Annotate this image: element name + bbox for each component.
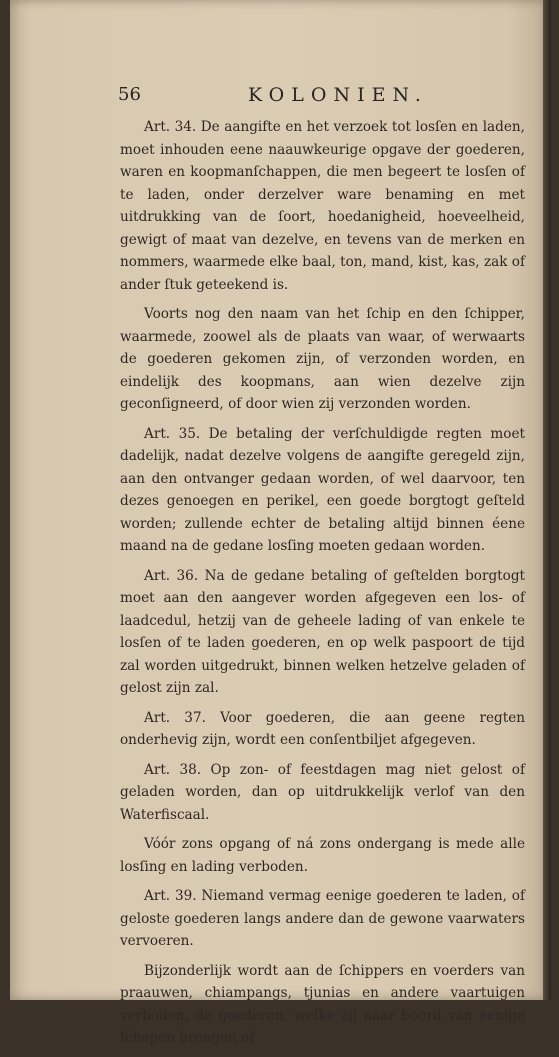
page-header — [118, 84, 513, 110]
paragraph-art-37: Art. 37. Voor goederen, die aan geene regten onderhevig zijn, wordt een conſentbiljet afgegeven. — [120, 709, 525, 748]
page-number: 56 — [118, 84, 141, 105]
paragraph-art-38: Art. 38. Op zon- of feestdagen mag niet gelost of geladen worden, dan op uitdrukkelijk verlof van den Waterfiscaal. — [120, 761, 525, 823]
body-text — [120, 116, 525, 1057]
paragraph-voor-zons: Vóór zons opgang of ná zons ondergang is mede alle losſing en lading verboden. — [120, 836, 525, 875]
paragraph-art-35: Art. 35. De betaling der verſchuldigde regten moet dadelijk, nadat dezelve volgens de aangifte geregeld zijn, aan den ontvanger gedaan worden, of wel daarvoor, ten dezes genoegen en perikel, een goede borgtogt geſteld worden; zullende echter de betaling altijd binnen éene maand na de gedane losſing moeten gedaan worden. — [120, 425, 525, 554]
paragraph-art-39: Art. 39. Niemand vermag eenige goederen te laden, of geloste goederen langs andere dan de gewone vaarwaters vervoeren. — [120, 888, 525, 949]
paragraph-bijzonderlijk: Bijzonderlijk wordt aan de ſchippers en voerders van praauwen, chiampangs, tjunias en andere vaartuigen verboden, de goederen, welke zij naar boord van eenige ſchepen brengen of — [120, 962, 525, 1046]
page-edge-shadow — [543, 0, 551, 1000]
paragraph-art-36: Art. 36. Na de gedane betaling of geſtelden borgtogt moet aan den aangever worden afgegeven een los- of laadcedul, hetzij van de geheele lading of van enkele te losſen of te laden goederen, en op welk paspoort de tijd zal worden uitgedrukt, binnen welken hetzelve geladen of gelost zijn zal. — [120, 567, 525, 696]
book-page — [10, 0, 551, 1046]
running-title: KOLONIEN. — [248, 84, 428, 106]
paragraph-voorts: Voorts nog den naam van het ſchip en den ſchipper, waarmede, zoowel als de plaats van waar, of werwaarts de goederen gekomen zijn, of verzonden worden, en eindelijk des koopmans, aan wien dezelve zijn geconſigneerd, of door wien zij verzonden worden. — [120, 306, 525, 412]
paragraph-art-34: Art. 34. De aangifte en het verzoek tot losſen en laden, moet inhouden eene naauwkeurige opgave der goederen, waren en koopmanſchappen, die men begeert te losſen of te laden, onder derzelver ware benaming en met uitdrukking van de ſoort, hoedanigheid, hoeveelheid, gewigt of maat van dezelve, en tevens van de merken en nommers, waarmede elke baal, ton, mand, kist, kas, zak of ander ſtuk geteekend is. — [120, 119, 525, 293]
